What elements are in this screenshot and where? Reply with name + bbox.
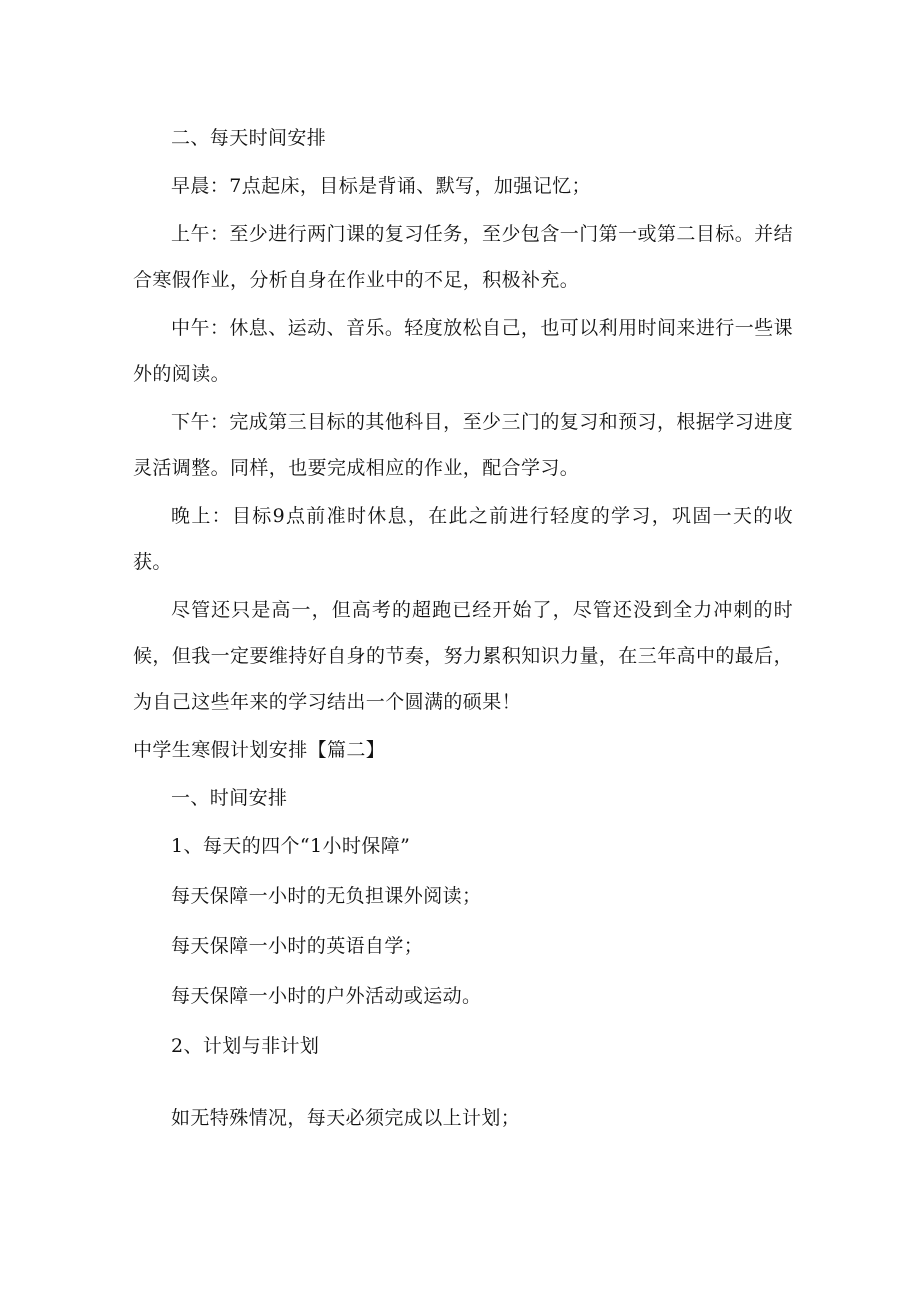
subheading-planned-unplanned: 2、计划与非计划 (171, 1035, 320, 1057)
subheading-four-hour-guarantees: 1、每天的四个“1小时保障” (171, 835, 411, 857)
paragraph-must-complete: 如无特殊情况，每天必须完成以上计划； (171, 1107, 521, 1129)
list-item-english: 每天保障一小时的英语自学； (171, 935, 424, 957)
list-item-reading: 每天保障一小时的无负担课外阅读； (171, 885, 482, 907)
paragraph-forenoon: 上午：至少进行两门课的复习任务，至少包含一门第一或第二目标。并结合寒假作业，分析自身在作业中的不足，积极补充。 (133, 223, 793, 291)
paragraph-evening: 晚上：目标9点前准时休息，在此之前进行轻度的学习，巩固一天的收获。 (133, 505, 793, 573)
document-body (133, 115, 793, 1143)
paragraph-conclusion: 尽管还只是高一，但高考的超跑已经开始了，尽管还没到全力冲刺的时候，但我一定要维持好自身的节奏，努力累积知识力量，在三年高中的最后，为自己这些年来的学习结出一个圆满的硕果！ (133, 599, 793, 713)
section-heading-daily-schedule: 二、每天时间安排 (171, 127, 327, 149)
article-title-part-two: 中学生寒假计划安排【篇二】 (133, 739, 386, 761)
list-item-outdoor: 每天保障一小时的户外活动或运动。 (171, 985, 482, 1007)
paragraph-afternoon: 下午：完成第三目标的其他科目，至少三门的复习和预习，根据学习进度灵活调整。同样，也要完成相应的作业，配合学习。 (133, 411, 793, 479)
paragraph-noon: 中午：休息、运动、音乐。轻度放松自己，也可以利用时间来进行一些课外的阅读。 (133, 317, 793, 385)
section-heading-time-arrangement: 一、时间安排 (171, 787, 288, 809)
paragraph-morning: 早晨：7点起床，目标是背诵、默写，加强记忆； (171, 175, 591, 197)
